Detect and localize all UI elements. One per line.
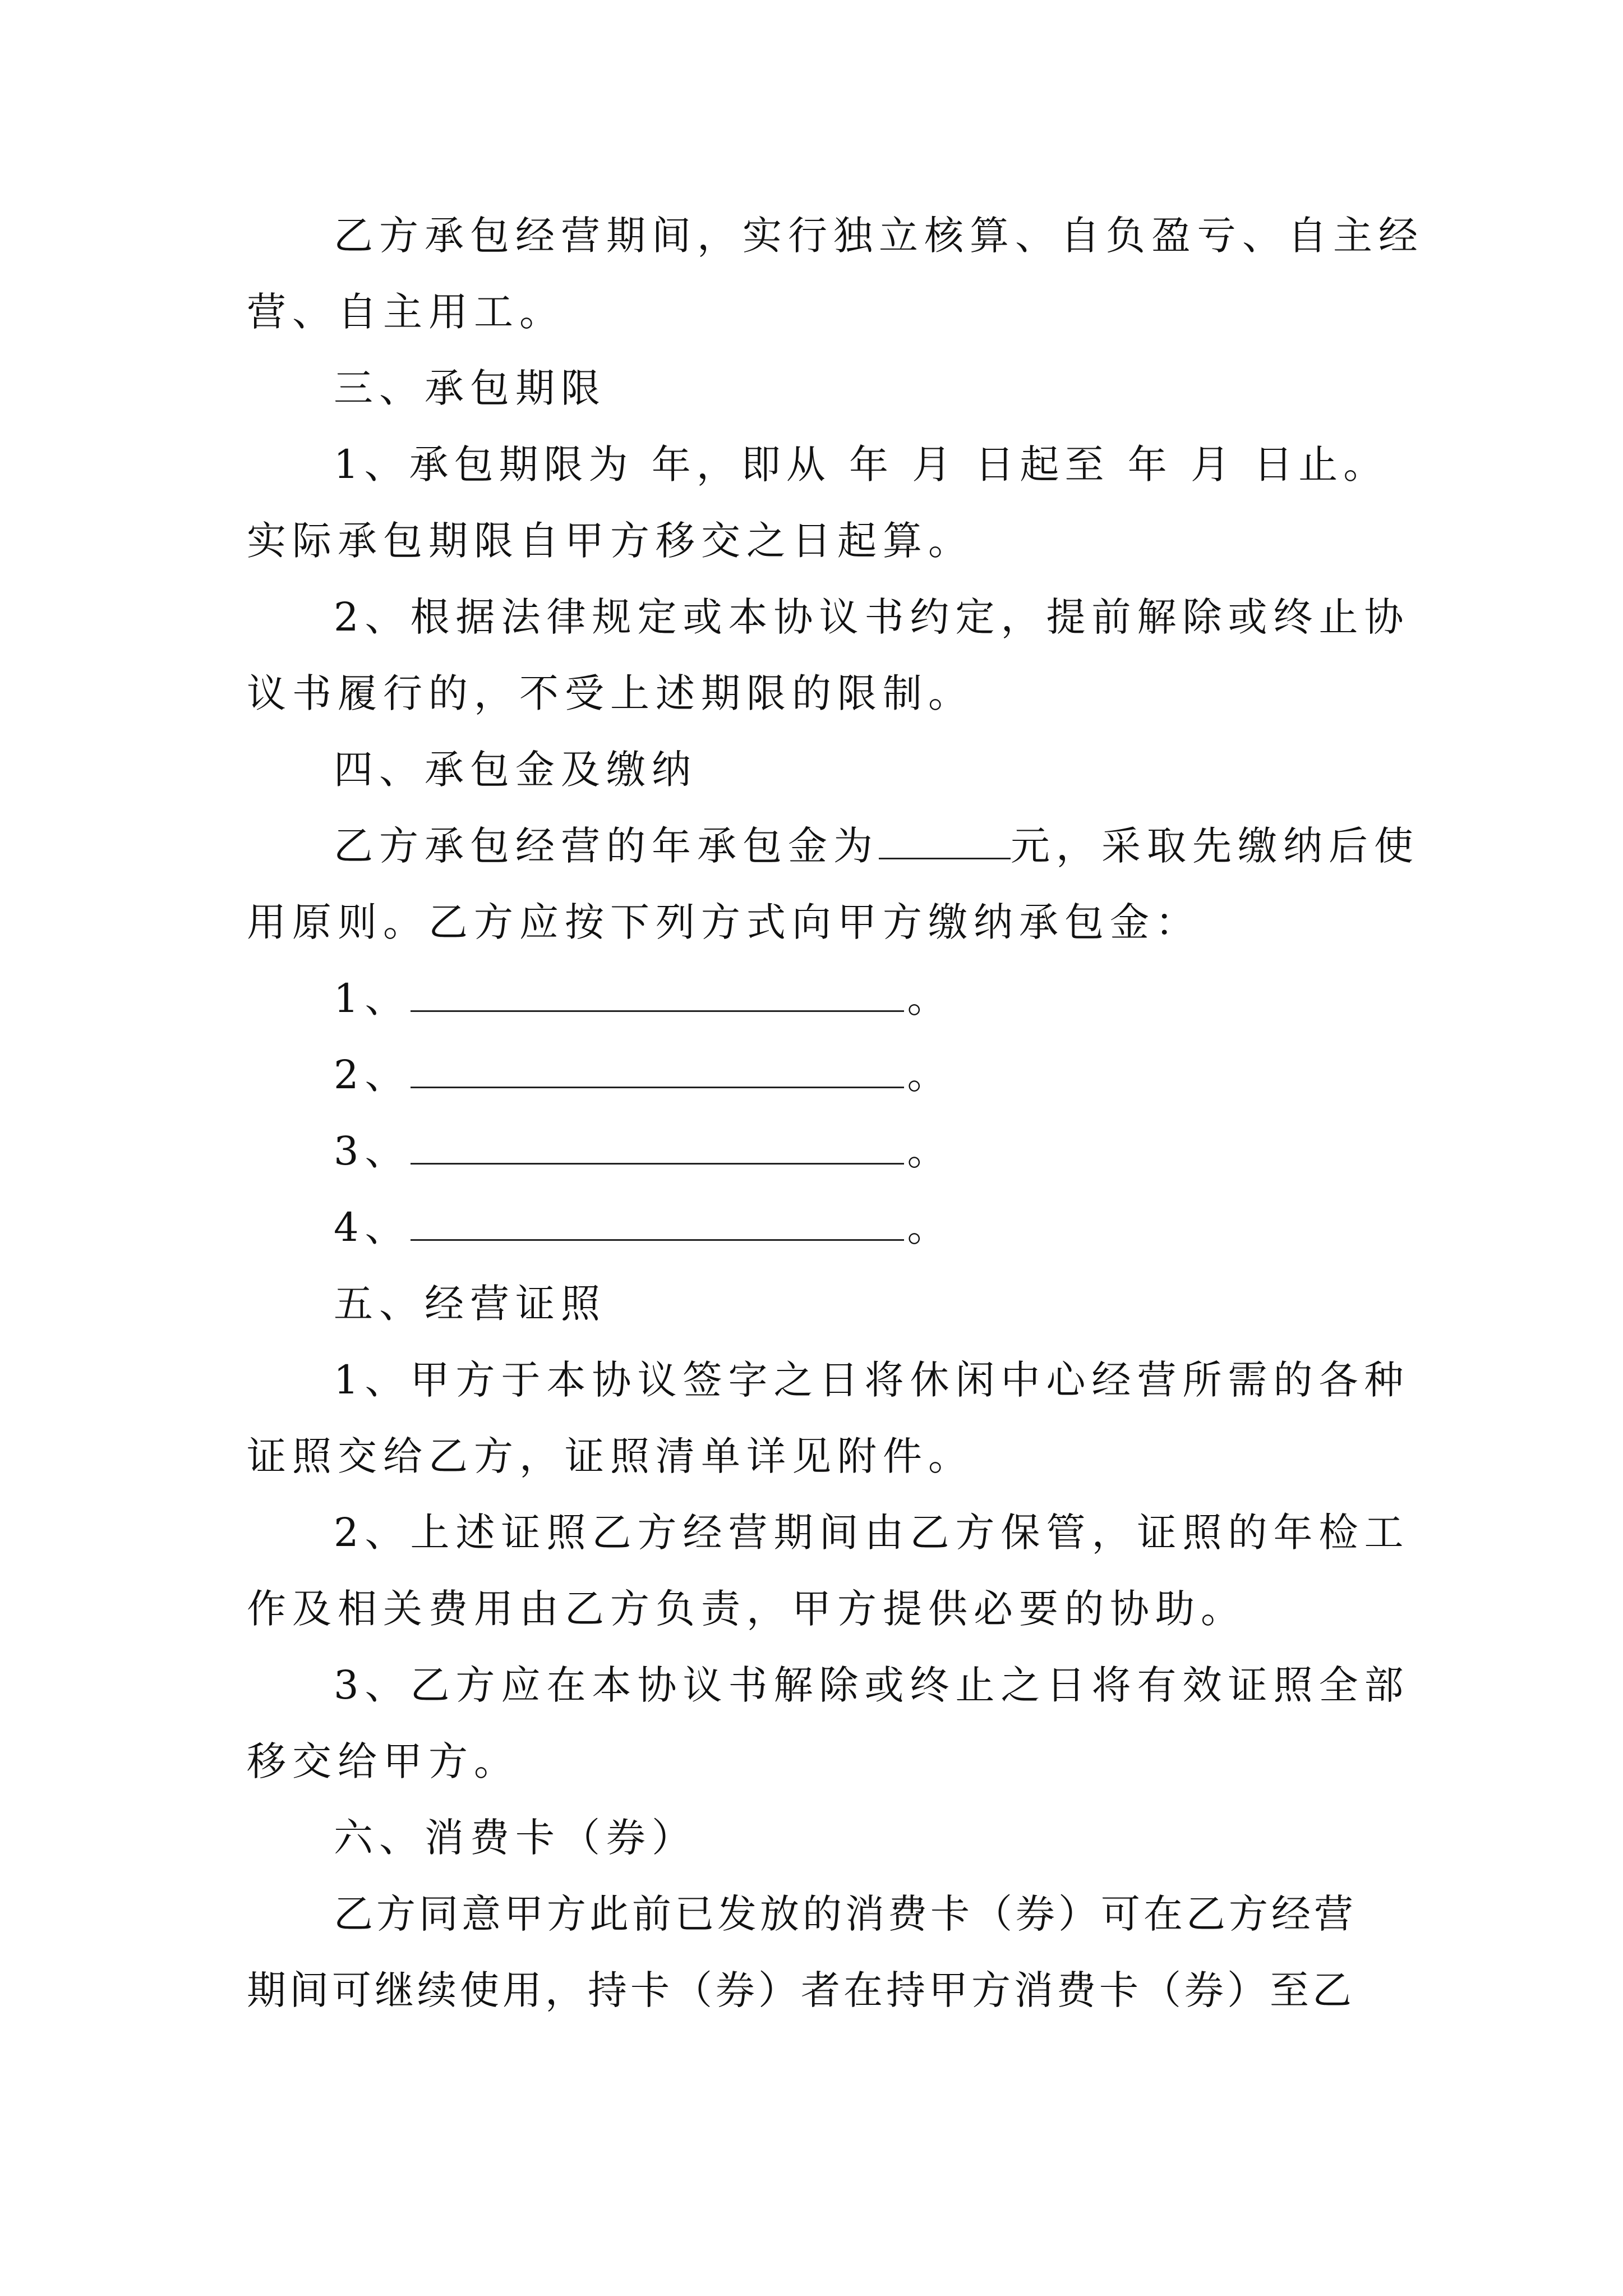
payment-item [247, 960, 1391, 1037]
document-body [247, 197, 1424, 2028]
paragraph-line: 移交给甲方。 [247, 1738, 519, 1784]
paragraph-line: 用原则。乙方应按下列方式向甲方缴纳承包金： [247, 899, 1201, 945]
section-heading: 六、消费卡（券） [334, 1815, 697, 1861]
paragraph-line: 作及相关费用由乙方负责，甲方提供必要的协助。 [247, 1586, 1246, 1632]
payment-item [247, 1113, 1391, 1189]
paragraph-line: 证照交给乙方，证照清单详见附件。 [247, 1433, 974, 1479]
payment-item-blank [411, 971, 904, 1012]
payment-item-blank [411, 1047, 904, 1088]
section-heading: 三、承包期限 [334, 365, 606, 411]
payment-item [247, 1037, 1391, 1113]
payment-item-number: 2、 [334, 1052, 411, 1098]
section-heading: 四、承包金及缴纳 [334, 747, 697, 793]
paragraph-line: 乙方同意甲方此前已发放的消费卡（券）可在乙方经营 [334, 1891, 1357, 1937]
paragraph-line: 议书履行的，不受上述期限的限制。 [247, 670, 974, 716]
paragraph-line: 营、自主用工。 [247, 289, 565, 335]
payment-item-end: 。 [907, 1204, 953, 1250]
payment-item-number: 4、 [334, 1204, 411, 1250]
payment-item-end: 。 [907, 1128, 953, 1174]
paragraph-line: 2、根据法律规定或本协议书约定，提前解除或终止协 [334, 594, 1410, 640]
paragraph-line: 乙方承包经营期间，实行独立核算、自负盈亏、自主经 [334, 213, 1424, 259]
payment-item-end: 。 [907, 976, 953, 1022]
section-heading: 五、经营证照 [334, 1281, 606, 1327]
fee-amount-blank [879, 818, 1011, 859]
payment-item [247, 1189, 1391, 1266]
payment-item-blank [411, 1200, 904, 1241]
paragraph-line: 实际承包期限自甲方移交之日起算。 [247, 518, 974, 564]
paragraph-line [247, 808, 1419, 884]
fee-text-after: 元，采取先缴纳后使 [1011, 823, 1419, 869]
payment-item-end: 。 [907, 1052, 953, 1098]
fee-text-before: 乙方承包经营的年承包金为 [334, 823, 879, 869]
paragraph-line: 期间可继续使用，持卡（券）者在持甲方消费卡（券）至乙 [247, 1967, 1355, 2013]
paragraph-line: 2、上述证照乙方经营期间由乙方保管，证照的年检工 [334, 1510, 1410, 1556]
payment-item-number: 3、 [334, 1128, 411, 1174]
paragraph-line: 1、甲方于本协议签字之日将休闲中心经营所需的各种 [334, 1357, 1410, 1403]
payment-item-number: 1、 [334, 976, 411, 1022]
payment-item-blank [411, 1124, 904, 1165]
paragraph-line: 3、乙方应在本协议书解除或终止之日将有效证照全部 [334, 1662, 1410, 1708]
paragraph-line: 1、承包期限为 年，即从 年 月 日起至 年 月 日止。 [334, 441, 1389, 487]
